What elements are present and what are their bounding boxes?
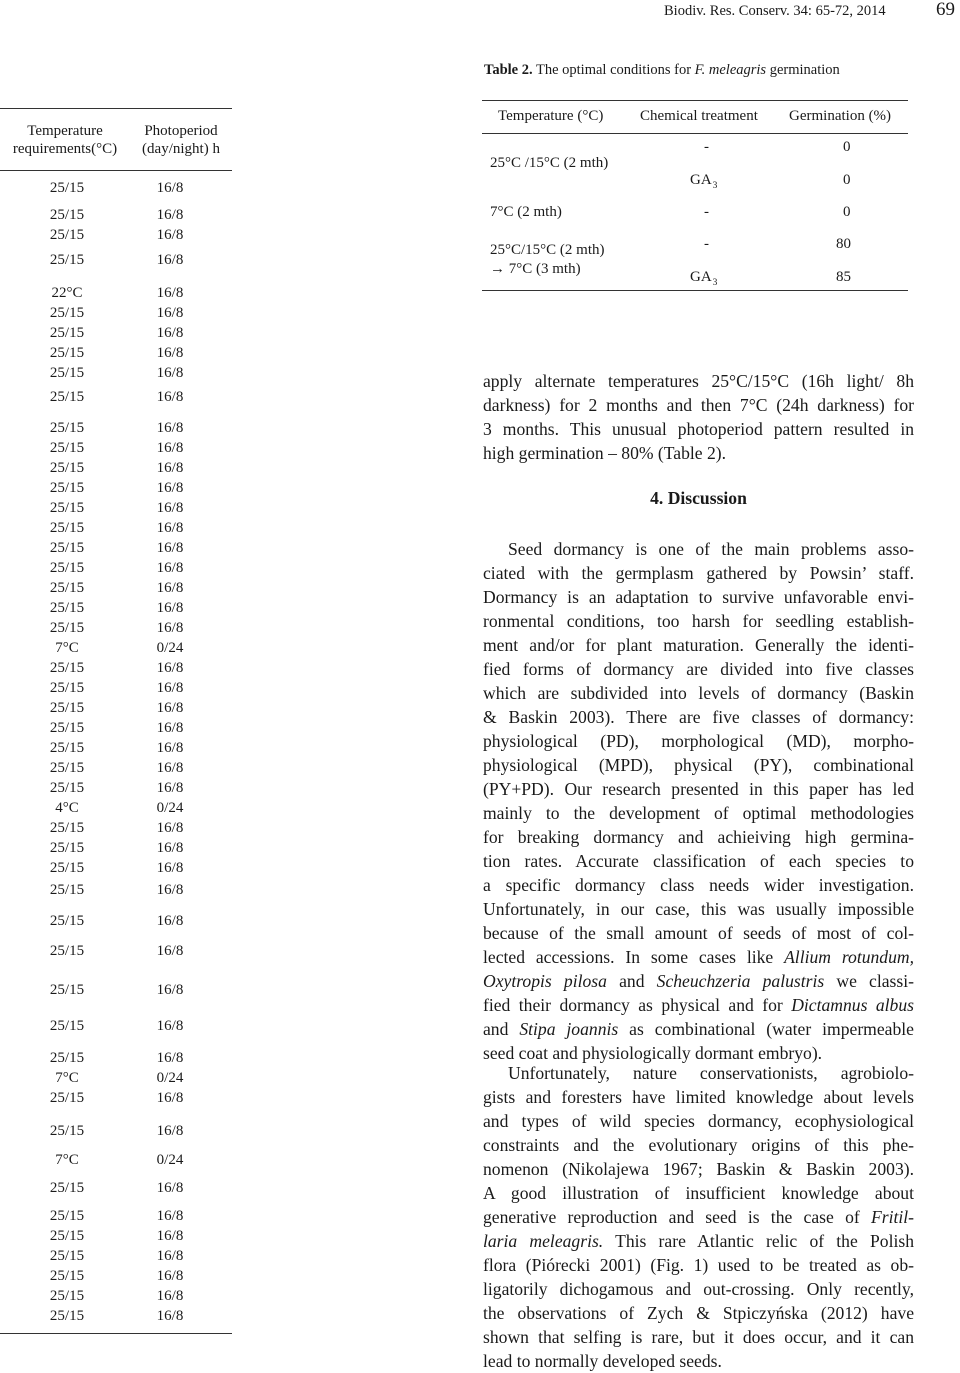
text-line	[483, 1017, 914, 1041]
table-row	[0, 325, 240, 345]
table-bottom-rule	[0, 1333, 232, 1334]
paragraph-discussion-2	[483, 1061, 914, 1373]
cell-temperature: 25/15	[49, 700, 85, 716]
text-line: darkness) for 2 months and then 7°C (24h darkness) for	[483, 395, 914, 415]
cell-temperature: 25/15	[49, 720, 85, 736]
table-row	[0, 1090, 240, 1110]
col-header-chemical: Chemical treatment	[640, 108, 758, 124]
cell-photoperiod: 16/8	[156, 1180, 184, 1196]
caption-label: Table 2.	[484, 62, 533, 78]
row3b-germination: 85	[836, 269, 851, 285]
table-row	[0, 1050, 240, 1070]
cell-temperature: 25/15	[49, 440, 85, 456]
table-header-rule	[0, 170, 232, 171]
row2-chemical: -	[704, 204, 709, 220]
table-row	[0, 207, 240, 227]
cell-temperature: 25/15	[49, 982, 85, 998]
text-span: and	[483, 1019, 520, 1039]
table-row	[0, 640, 240, 660]
table-row	[0, 780, 240, 800]
row3b-chemical	[690, 269, 717, 288]
cell-photoperiod: 16/8	[156, 285, 184, 301]
table-row	[0, 1248, 240, 1268]
cell-photoperiod: 16/8	[156, 227, 184, 243]
cell-temperature: 25/15	[49, 345, 85, 361]
col-header-line: (day/night) h	[142, 141, 220, 157]
journal-citation: Biodiv. Res. Conserv. 34: 65-72, 2014	[664, 3, 886, 19]
cell-photoperiod: 16/8	[156, 660, 184, 676]
cell-temperature: 25/15	[49, 1308, 85, 1324]
cell-photoperiod: 16/8	[156, 1208, 184, 1224]
cell-photoperiod: 16/8	[156, 560, 184, 576]
caption-text-end: germination	[766, 62, 840, 78]
row1a-chemical: -	[704, 139, 709, 155]
table-row	[0, 982, 240, 1002]
cell-photoperiod: 16/8	[156, 580, 184, 596]
text-line: lead to normally developed seeds.	[483, 1351, 722, 1371]
cell-photoperiod: 16/8	[156, 620, 184, 636]
text-line: ronmental conditions, too harsh for seedling establish-	[483, 611, 914, 631]
text-line: flora (Piórecki 2001) (Fig. 1) used to be treated as ob-	[483, 1255, 914, 1275]
text-line: fied forms of dormancy are divided into five classes	[483, 659, 914, 679]
species-name: laria meleagris.	[483, 1231, 604, 1251]
text-line: physiological (MPD), physical (PY), combinational	[483, 755, 914, 775]
text-span: generative reproduction and seed is the case of	[483, 1207, 871, 1227]
cell-photoperiod: 16/8	[156, 420, 184, 436]
species-name: Stipa joannis	[519, 1019, 619, 1039]
chem-subscript: 3	[712, 278, 718, 288]
cell-temperature: 25/15	[49, 913, 85, 929]
cell-photoperiod: 16/8	[156, 760, 184, 776]
cell-photoperiod: 16/8	[156, 913, 184, 929]
table-row	[0, 720, 240, 740]
text-line: seed coat and physiologically dormant embryo).	[483, 1043, 823, 1063]
table-row	[0, 540, 240, 560]
col-header-line: requirements(°C)	[12, 141, 118, 157]
table-row	[0, 500, 240, 520]
cell-temperature: 7°C	[55, 1152, 79, 1168]
cell-temperature: 25/15	[49, 460, 85, 476]
cell-temperature: 25/15	[49, 540, 85, 556]
table-caption	[484, 62, 840, 79]
cell-temperature: 25/15	[49, 520, 85, 536]
cell-photoperiod: 16/8	[156, 480, 184, 496]
text-line: physiological (PD), morphological (MD), morpho-	[483, 731, 914, 751]
cell-temperature: 25/15	[49, 500, 85, 516]
cell-temperature: 25/15	[49, 580, 85, 596]
cell-temperature: 25/15	[49, 1180, 85, 1196]
cell-photoperiod: 16/8	[156, 720, 184, 736]
row3-temperature-a: 25°C/15°C (2 mth)	[490, 242, 605, 258]
cell-photoperiod: 16/8	[156, 1228, 184, 1244]
text-line: nomenon (Nikolajewa 1967; Baskin & Baskin 2003).	[483, 1159, 914, 1179]
cell-photoperiod: 16/8	[156, 540, 184, 556]
table-row	[0, 1070, 240, 1090]
table-row	[0, 600, 240, 620]
text-span: we classi-	[824, 971, 915, 991]
table-row	[0, 740, 240, 760]
cell-temperature: 7°C	[55, 640, 79, 656]
cell-photoperiod: 16/8	[156, 460, 184, 476]
row1-temperature: 25°C /15°C (2 mth)	[490, 155, 609, 171]
text-line: the observations of Zych & Stpiczyńska (2012) have	[483, 1303, 914, 1323]
cell-temperature: 25/15	[49, 860, 85, 876]
cell-temperature: 25/15	[49, 1288, 85, 1304]
cell-temperature: 25/15	[49, 1248, 85, 1264]
cell-photoperiod: 16/8	[156, 305, 184, 321]
cell-photoperiod: 16/8	[156, 1308, 184, 1324]
table-row	[0, 840, 240, 860]
row3a-germination: 80	[836, 236, 851, 252]
table-row	[0, 660, 240, 680]
row1b-chemical	[690, 172, 717, 191]
text-line: a specific dormancy class needs wider investigation.	[483, 875, 914, 895]
text-line: & Baskin 2003). There are five classes of dormancy:	[483, 707, 914, 727]
chem-name: GA	[690, 269, 712, 285]
row2-temperature: 7°C (2 mth)	[490, 204, 562, 220]
cell-temperature: 25/15	[49, 1208, 85, 1224]
cell-photoperiod: 16/8	[156, 700, 184, 716]
table-row	[0, 943, 240, 963]
page-number: 69	[936, 0, 955, 20]
table-row	[0, 1228, 240, 1248]
table-row	[0, 760, 240, 780]
cell-photoperiod: 16/8	[156, 1018, 184, 1034]
text-line	[483, 969, 914, 993]
text-line: ciated with the germplasm gathered by Powsin’ staff.	[483, 563, 914, 583]
cell-photoperiod: 16/8	[156, 820, 184, 836]
table-row	[0, 1308, 240, 1328]
text-span: This rare Atlantic relic of the Polish	[603, 1231, 914, 1251]
table-row	[0, 913, 240, 933]
col-header-line: Photoperiod	[144, 123, 218, 139]
table-row	[0, 1288, 240, 1308]
table-row	[0, 285, 240, 305]
table-row	[0, 1152, 240, 1172]
row3-temperature-b: → 7°C (3 mth)	[490, 261, 581, 277]
table-row	[0, 345, 240, 365]
cell-photoperiod: 16/8	[156, 600, 184, 616]
cell-temperature: 25/15	[49, 780, 85, 796]
cell-temperature: 25/15	[49, 680, 85, 696]
cell-photoperiod: 16/8	[156, 1090, 184, 1106]
col-header-line: Temperature	[27, 123, 103, 139]
cell-temperature: 25/15	[49, 365, 85, 381]
text-span: lected accessions. In some cases like	[483, 947, 785, 967]
table-row	[0, 480, 240, 500]
table-row	[0, 460, 240, 480]
col-header-photoperiod	[125, 122, 237, 158]
text-line	[483, 1205, 914, 1229]
text-line: because of the small amount of seeds of most of col-	[483, 923, 914, 943]
cell-photoperiod: 16/8	[156, 325, 184, 341]
table-row	[0, 560, 240, 580]
cell-temperature: 25/15	[49, 1050, 85, 1066]
species-name: Oxytropis pilosa	[483, 971, 607, 991]
cell-temperature: 25/15	[49, 760, 85, 776]
table-row	[0, 860, 240, 880]
cell-temperature: 25/15	[49, 943, 85, 959]
col-header-germination: Germination (%)	[789, 108, 892, 124]
cell-temperature: 25/15	[49, 1123, 85, 1139]
table-header-rule	[482, 133, 908, 134]
species-name: Fritil-	[870, 1207, 914, 1227]
cell-photoperiod: 16/8	[156, 860, 184, 876]
cell-photoperiod: 16/8	[156, 882, 184, 898]
paragraph-results	[483, 369, 914, 465]
cell-photoperiod: 16/8	[156, 1288, 184, 1304]
cell-photoperiod: 16/8	[156, 1123, 184, 1139]
text-span: as combinational (water impermeable	[618, 1019, 914, 1039]
cell-temperature: 25/15	[49, 480, 85, 496]
cell-photoperiod: 16/8	[156, 207, 184, 223]
table-row	[0, 180, 240, 200]
species-name: Scheuchzeria palustris	[656, 971, 825, 991]
text-line: gists and foresters have limited knowledge about levels	[483, 1087, 914, 1107]
cell-temperature: 25/15	[49, 207, 85, 223]
cell-photoperiod: 16/8	[156, 389, 184, 405]
cell-photoperiod: 16/8	[156, 1050, 184, 1066]
cell-temperature: 25/15	[49, 227, 85, 243]
text-line: A good illustration of insufficient knowledge about	[483, 1183, 914, 1203]
table-top-rule	[0, 108, 232, 109]
table-row	[0, 820, 240, 840]
text-line	[483, 1229, 914, 1253]
species-name: Dictamnus albus	[791, 995, 914, 1015]
table-row	[0, 389, 240, 409]
text-line: tion rates. Accurate classification of each species to	[483, 851, 914, 871]
table-row	[0, 520, 240, 540]
table-row	[0, 440, 240, 460]
table-row	[0, 305, 240, 325]
cell-temperature: 4°C	[55, 800, 79, 816]
table-bottom-rule	[482, 290, 908, 291]
cell-temperature: 25/15	[49, 882, 85, 898]
table-row	[0, 680, 240, 700]
species-name: Allium rotundum,	[784, 947, 914, 967]
table-row	[0, 420, 240, 440]
text-line: and types of wild species dormancy, ecophysiological	[483, 1111, 914, 1131]
table-row	[0, 700, 240, 720]
table-row	[0, 800, 240, 820]
cell-temperature: 25/15	[49, 420, 85, 436]
cell-photoperiod: 0/24	[156, 1070, 184, 1086]
cell-temperature: 25/15	[49, 820, 85, 836]
cell-photoperiod: 16/8	[156, 1268, 184, 1284]
text-line: apply alternate temperatures 25°C/15°C (16h light/ 8h	[483, 371, 914, 391]
cell-temperature: 25/15	[49, 620, 85, 636]
chem-name: GA	[690, 172, 712, 188]
table-row	[0, 882, 240, 902]
cell-photoperiod: 16/8	[156, 440, 184, 456]
cell-photoperiod: 16/8	[156, 180, 184, 196]
text-line: Seed dormancy is one of the main problems asso-	[508, 539, 914, 559]
table-row	[0, 580, 240, 600]
cell-temperature: 25/15	[49, 560, 85, 576]
col-header-temperature	[4, 122, 126, 158]
text-line: which are subdivided into levels of dormancy (Baskin	[483, 683, 914, 703]
cell-temperature: 25/15	[49, 740, 85, 756]
cell-photoperiod: 16/8	[156, 520, 184, 536]
cell-temperature: 25/15	[49, 325, 85, 341]
paragraph-discussion-1	[483, 537, 914, 1065]
cell-photoperiod: 16/8	[156, 680, 184, 696]
cell-photoperiod: 16/8	[156, 252, 184, 268]
text-line: shown that selfing is rare, but it does occur, and it can	[483, 1327, 914, 1347]
text-span: and	[606, 971, 657, 991]
chem-subscript: 3	[712, 181, 718, 191]
cell-temperature: 25/15	[49, 600, 85, 616]
text-line	[483, 945, 914, 969]
table-top-rule	[482, 100, 908, 101]
text-line: mainly to the development of optimal methodologies	[483, 803, 914, 823]
cell-temperature: 25/15	[49, 1268, 85, 1284]
caption-text: The optimal conditions for	[532, 62, 695, 78]
cell-temperature: 7°C	[55, 1070, 79, 1086]
cell-photoperiod: 0/24	[156, 640, 184, 656]
table-row	[0, 365, 240, 385]
cell-temperature: 25/15	[49, 840, 85, 856]
row3a-chemical: -	[704, 236, 709, 252]
table-row	[0, 1123, 240, 1143]
cell-photoperiod: 16/8	[156, 740, 184, 756]
cell-photoperiod: 0/24	[156, 1152, 184, 1168]
cell-photoperiod: 16/8	[156, 500, 184, 516]
row1b-germination: 0	[843, 172, 851, 188]
table-row	[0, 1208, 240, 1228]
cell-photoperiod: 16/8	[156, 943, 184, 959]
cell-temperature: 22°C	[51, 285, 83, 301]
table-row	[0, 1180, 240, 1200]
text-line: Dormancy is an adaptation to survive unfavorable envi-	[483, 587, 914, 607]
text-line: Unfortunately, nature conservationists, agrobiolo-	[508, 1063, 914, 1083]
cell-photoperiod: 16/8	[156, 780, 184, 796]
text-line: for breaking dormancy and achieiving high germina-	[483, 827, 914, 847]
text-line	[483, 993, 914, 1017]
cell-temperature: 25/15	[49, 389, 85, 405]
cell-temperature: 25/15	[49, 1228, 85, 1244]
table-row	[0, 620, 240, 640]
table-row	[0, 1018, 240, 1038]
cell-photoperiod: 16/8	[156, 840, 184, 856]
col-header-temperature: Temperature (°C)	[498, 108, 604, 124]
cell-photoperiod: 16/8	[156, 982, 184, 998]
cell-temperature: 25/15	[49, 180, 85, 196]
cell-temperature: 25/15	[49, 1018, 85, 1034]
cell-photoperiod: 16/8	[156, 1248, 184, 1264]
cell-temperature: 25/15	[49, 660, 85, 676]
row1a-germination: 0	[843, 139, 851, 155]
caption-species: F. meleagris	[694, 62, 767, 78]
row2-germination: 0	[843, 204, 851, 220]
cell-temperature: 25/15	[49, 1090, 85, 1106]
table-row	[0, 227, 240, 247]
table-row	[0, 252, 240, 272]
text-line: high germination – 80% (Table 2).	[483, 443, 727, 463]
text-span: fied their dormancy as physical and for	[483, 995, 792, 1015]
cell-photoperiod: 16/8	[156, 365, 184, 381]
text-line: constraints and the evolutionary origins of this phe-	[483, 1135, 914, 1155]
cell-temperature: 25/15	[49, 305, 85, 321]
text-line: ment and/or for plant maturation. Generally the identi-	[483, 635, 914, 655]
text-line: 3 months. This unusual photoperiod pattern resulted in	[483, 419, 914, 439]
cell-photoperiod: 0/24	[156, 800, 184, 816]
text-line: Unfortunately, in our case, this was usually impossible	[483, 899, 914, 919]
cell-photoperiod: 16/8	[156, 345, 184, 361]
section-heading: 4. Discussion	[650, 488, 747, 508]
text-line: (PY+PD). Our research presented in this paper has led	[483, 779, 914, 799]
cell-temperature: 25/15	[49, 252, 85, 268]
text-line: ligatorily dichogamous and out-crossing. Only recently,	[483, 1279, 914, 1299]
table-row	[0, 1268, 240, 1288]
